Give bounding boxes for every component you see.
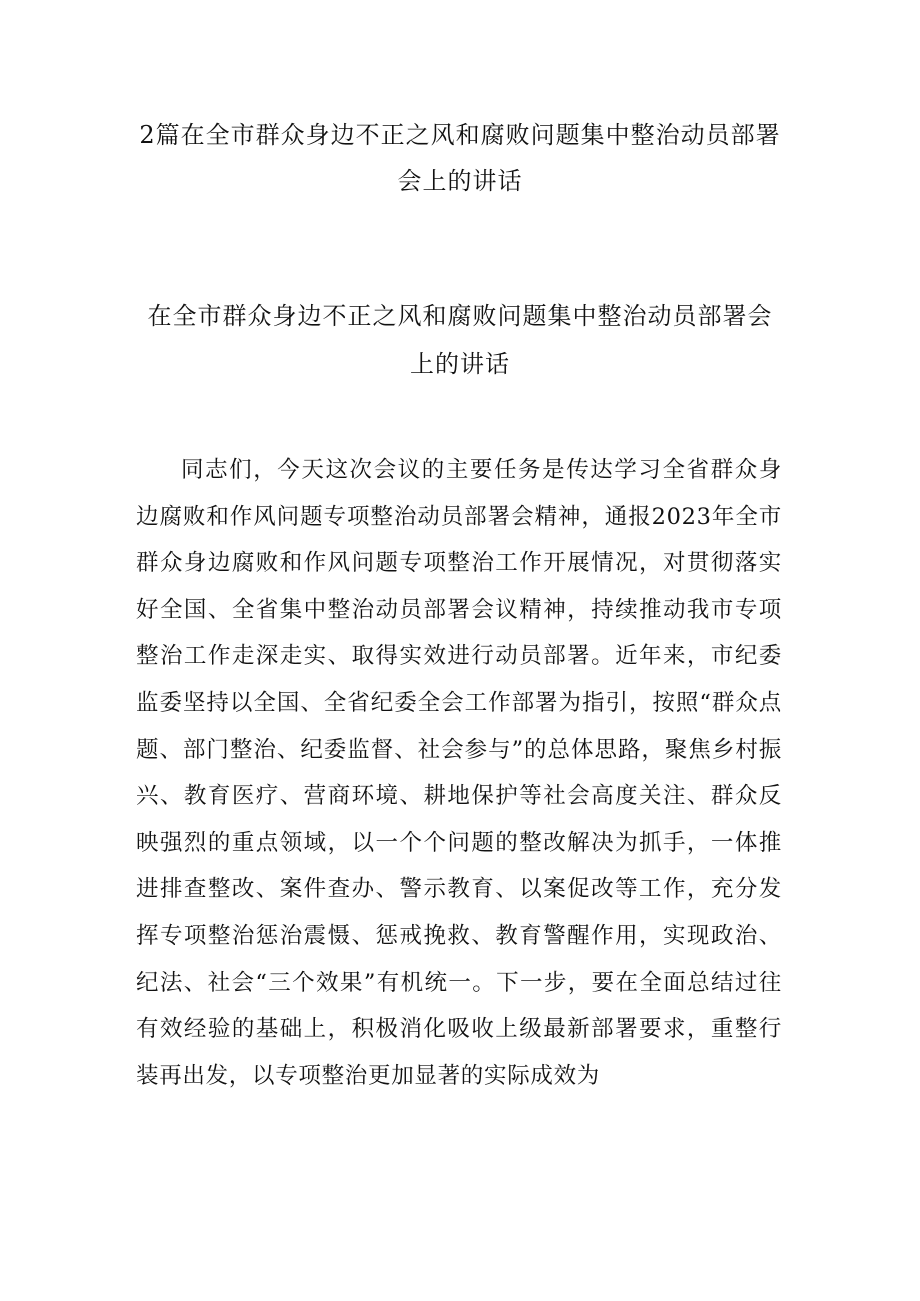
document-title: 2篇在全市群众身边不正之风和腐败问题集中整治动员部署会上的讲话 bbox=[139, 121, 781, 195]
speech-title: 在全市群众身边不正之风和腐败问题集中整治动员部署会上的讲话 bbox=[147, 302, 773, 378]
speech-body-paragraph: 同志们，今天这次会议的主要任务是传达学习全省群众身边腐败和作风问题专项整治动员部署会精神，通报2023年全市群众身边腐败和作风问题专项整治工作开展情况，对贯彻落实好全国、全省集中整治动员部署会议精神，持续推动我市专项整治工作走深走实、取得实效进行动员部署。近年来，市纪委监委坚持以全国、全省纪委全会工作部署为指引，按照“群众点题、部门整治、纪委监督、社会参与”的总体思路，聚焦乡村振兴、教育医疗、营商环境、耕地保护等社会高度关注、群众反映强烈的重点领域，以一个个问题的整改解决为抓手，一体推进排查整改、案件查办、警示教育、以案促改等工作，充分发挥专项整治惩治震慑、惩戒挽救、教育警醒作用，实现政治、纪法、社会“三个效果”有机统一。下一步，要在全面总结过往有效经验的基础上，积极消化吸收上级最新部署要求，重整行装再出发，以专项整治更加显著的实际成效为 bbox=[136, 457, 782, 1089]
